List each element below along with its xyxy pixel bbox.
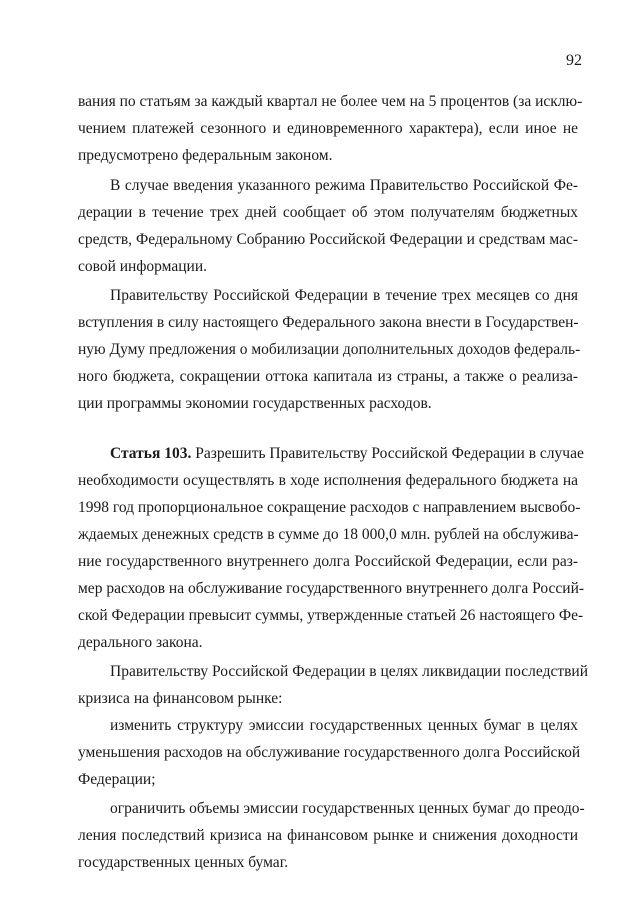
text-line: уменьшения расходов на обслуживание государственного долга Российской bbox=[78, 744, 581, 761]
text-line: ную Думу предложения о мобилизации дополнительных доходов федераль- bbox=[78, 341, 581, 358]
text-line: совой информации. bbox=[78, 258, 208, 275]
text-line: ской Федерации превысит суммы, утвержденные статьей 26 настоящего Фе- bbox=[78, 607, 584, 624]
text-line: В случае введения указанного режима Правительство Российской Фе- bbox=[110, 177, 578, 194]
text-line: дерации в течение трех дней сообщает об этом получателям бюджетных bbox=[78, 204, 578, 221]
text-line: мер расходов на обслуживание государственного внутреннего долга Россий- bbox=[78, 580, 585, 597]
text-line: ции программы экономии государственных расходов. bbox=[78, 395, 432, 412]
text-line: Федерации; bbox=[78, 771, 156, 788]
text-line: Правительству Российской Федерации в целях ликвидации последствий bbox=[110, 663, 589, 680]
article-first-line bbox=[110, 440, 584, 467]
text-span: Разрешить Правительству Российской Федерации в случае bbox=[191, 445, 584, 462]
text-line: 1998 год пропорциональное сокращение расходов с направлением высвобо- bbox=[78, 499, 581, 516]
text-line: необходимости осуществлять в ходе исполнения федерального бюджета на bbox=[78, 472, 578, 489]
text-line: ждаемых денежных средств в сумме до 18 000,0 млн. рублей на обслужива- bbox=[78, 526, 579, 543]
page-number: 92 bbox=[566, 52, 582, 69]
text-line: ления последствий кризиса на финансовом рынке и снижения доходности bbox=[78, 827, 578, 844]
text-line: вания по статьям за каждый квартал не более чем на 5 процентов (за исклю- bbox=[78, 93, 583, 110]
article-label: Статья 103. bbox=[110, 445, 192, 462]
text-line: средств, Федеральному Собранию Российской Федерации и средствам мас- bbox=[78, 231, 578, 248]
text-line: предусмотрено федеральным законом. bbox=[78, 147, 333, 164]
text-line: чением платежей сезонного и единовременного характера), если иное не bbox=[78, 120, 578, 137]
text-line: дерального закона. bbox=[78, 634, 203, 651]
text-line: ние государственного внутреннего долга Российской Федерации, если раз- bbox=[78, 553, 578, 570]
text-line: государственных ценных бумаг. bbox=[78, 854, 289, 871]
text-line: кризиса на финансовом рынке: bbox=[78, 690, 283, 707]
text-line: Правительству Российской Федерации в течение трех месяцев со дня bbox=[110, 287, 578, 304]
text-line: вступления в силу настоящего Федерального закона внести в Государствен- bbox=[78, 314, 579, 331]
text-line: ограничить объемы эмиссии государственных ценных бумаг до преодо- bbox=[110, 800, 585, 817]
text-line: изменить структуру эмиссии государственных ценных бумаг в целях bbox=[110, 717, 578, 734]
text-line: ного бюджета, сокращении оттока капитала из страны, а также о реализа- bbox=[78, 368, 578, 385]
